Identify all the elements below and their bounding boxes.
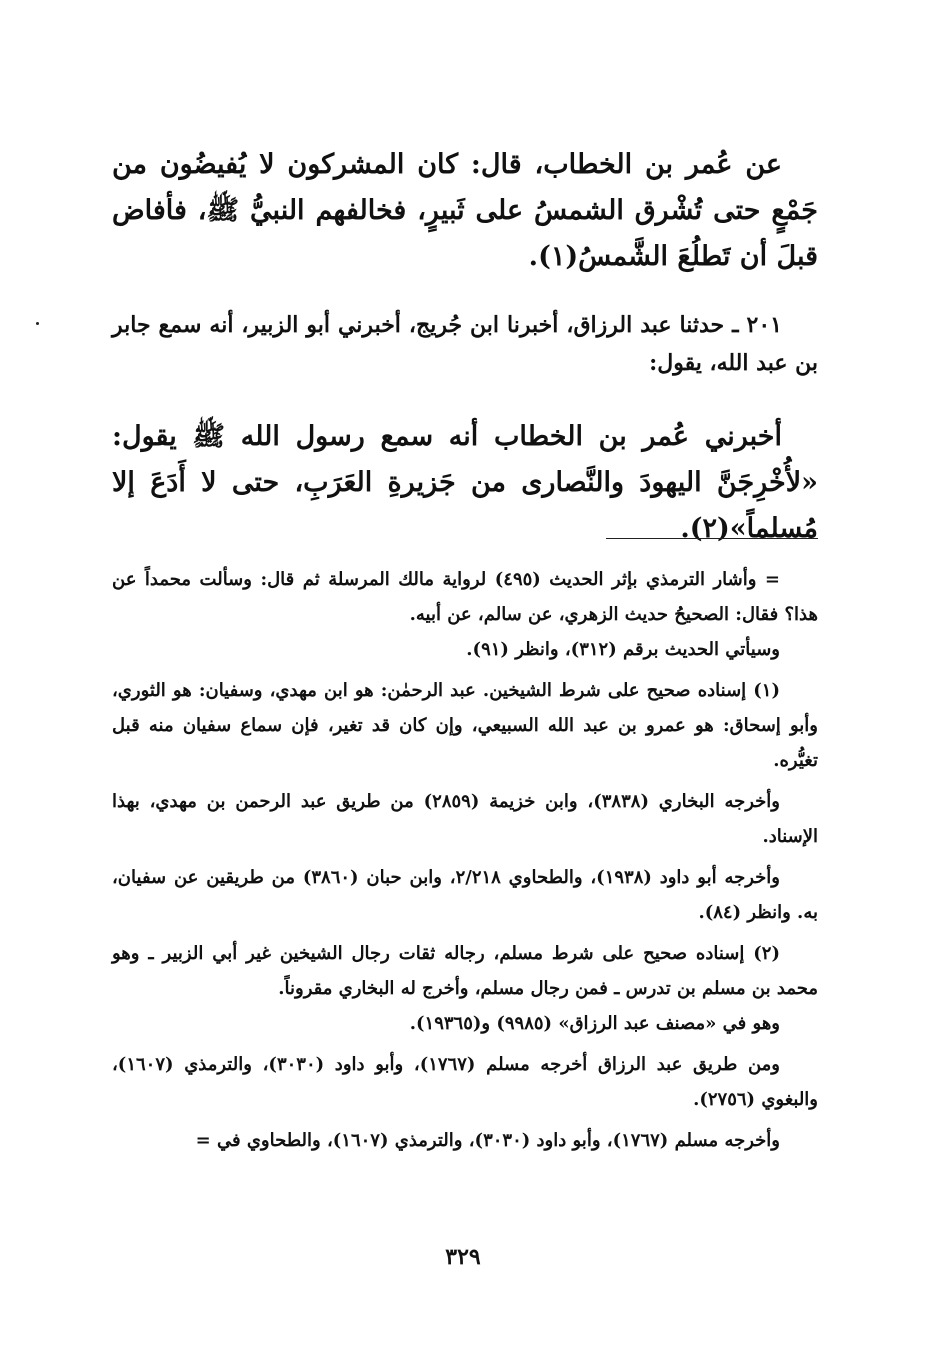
footnote-see-also: وسيأتي الحديث برقم (٣١٢)، وانظر (٩١). — [466, 639, 780, 660]
isnad-block — [112, 306, 818, 382]
hadith-200-continuation: عن عُمر بن الخطاب، قال: كان المشركون لا يُفيضُون من جَمْعٍ حتى تُشْرق الشمسُ على ثَبيرٍ، فخالفهم النبيُّ ﷺ، فأفاض قبلَ أن تَطلُعَ الشَّمسُ(١). — [112, 149, 818, 272]
footnote-1-abudawud: وأخرجه أبو داود (١٩٣٨)، والطحاوي ٢/٢١٨، وابن حبان (٣٨٦٠) من طريقين عن سفيان، به. وانظر (٨٤). — [112, 867, 818, 923]
footnote-1-bukhari: وأخرجه البخاري (٣٨٣٨)، وابن خزيمة (٢٨٥٩) من طريق عبد الرحمن بن مهدي، بهذا الإسناد. — [112, 791, 818, 847]
hadith-201-isnad: ٢٠١ ـ حدثنا عبد الرزاق، أخبرنا ابن جُريج، أخبرني أبو الزبير، أنه سمع جابر بن عبد الله، يقول: — [112, 312, 818, 376]
footnote-2-abdrazzaq-route: ومن طريق عبد الرزاق أخرجه مسلم (١٧٦٧)، وأبو داود (٣٠٣٠)، والترمذي (١٦٠٧)، والبغوي (٢٧٥٦). — [112, 1054, 818, 1110]
footnote-2-musannaf: وهو في «مصنف عبد الرزاق» (٩٩٨٥) و(١٩٣٦٥). — [409, 1013, 780, 1034]
footnote-separator — [606, 538, 818, 539]
page-number: ٣٢٩ — [445, 1244, 481, 1270]
footnote-continuation: = وأشار الترمذي بإثر الحديث (٤٩٥) لرواية مالك المرسلة ثم قال: وسألت محمداً عن هذا؟ فقال: الصحيحُ حديث الزهري، عن سالم، عن أبيه. — [112, 569, 818, 625]
footnote-2-muslim: وأخرجه مسلم (١٧٦٧)، وأبو داود (٣٠٣٠)، والترمذي (١٦٠٧)، والطحاوي في = — [195, 1130, 780, 1151]
hadith-201-matn: أخبرني عُمر بن الخطاب أنه سمع رسول الله ﷺ يقول: «لأُخْرِجَنَّ اليهودَ والنَّصارى من جَزيرةِ العَرَبِ، حتى لا أَدَعَ إلا مُسلماً»(٢). — [112, 421, 818, 544]
footnote-1: (١) إسناده صحيح على شرط الشيخين. عبد الرحمٰن: هو ابن مهدي، وسفيان: هو الثوري، وأبو إسحاق: هو عمرو بن عبد الله السبيعي، وإن كان قد تغير، فإن سماع سفيان منه قبل تغيُّره. — [112, 680, 818, 771]
matn-block — [112, 414, 818, 552]
footnote-2: (٢) إسناده صحيح على شرط مسلم، رجاله ثقات رجال الشيخين غير أبي الزبير ـ وهو محمد بن مسلم بن تدرس ـ فمن رجال مسلم، وأخرج له البخاري مقروناً. — [112, 943, 818, 999]
main-text-block — [112, 142, 818, 280]
footnotes-block — [112, 562, 818, 1164]
margin-dot — [36, 322, 39, 325]
